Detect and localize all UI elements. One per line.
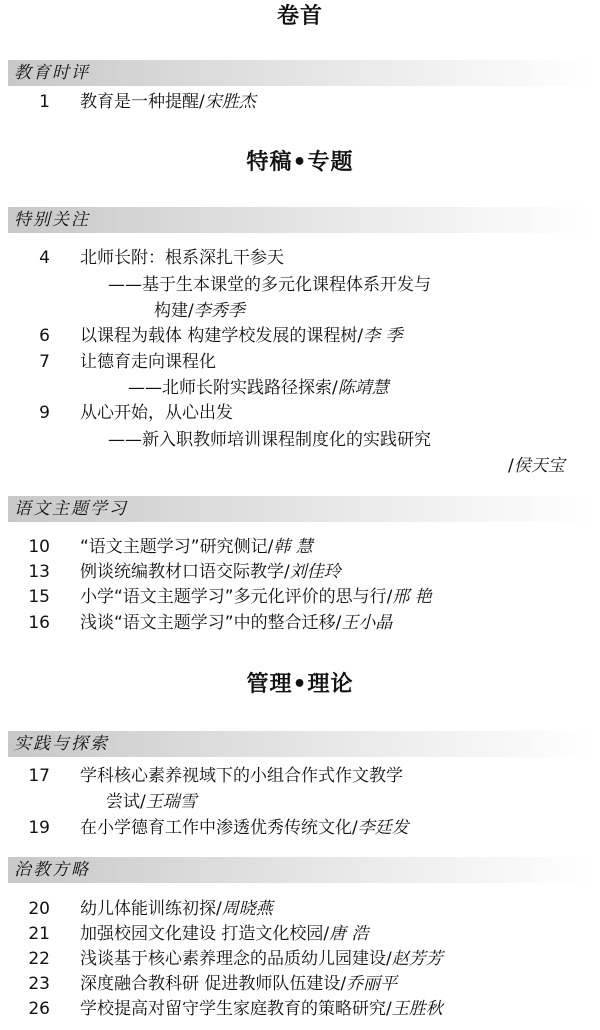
article-title: 幼儿体能训练初探/: [80, 899, 222, 919]
article-title: /: [508, 456, 514, 476]
article-author: 李 季: [363, 326, 403, 346]
article-author: 邢 艳: [392, 587, 432, 607]
article-title: 浅谈基于核心素养理念的品质幼儿园建设/: [80, 949, 392, 969]
toc-continuation: [508, 454, 565, 478]
article-subtitle: ——新入职教师培训课程制度化的实践研究: [108, 430, 431, 450]
article-author: 李廷发: [357, 818, 409, 838]
toc-continuation: [106, 790, 197, 814]
article-author: 乔丽平: [346, 974, 398, 994]
page-number: 19: [28, 818, 50, 838]
page-number: 15: [28, 587, 50, 607]
article-title: “语文主题学习”研究侧记/: [80, 537, 274, 557]
section-heading-guanli: 管理•理论: [246, 672, 354, 697]
column-label: 特别关注: [14, 210, 90, 230]
article-author: 刘佳玲: [289, 562, 341, 582]
article-author: 王胜秋: [391, 999, 443, 1019]
article-title: 学校提高对留守学生家庭教育的策略研究/: [80, 999, 392, 1019]
article-author: 李秀季: [193, 301, 245, 321]
article-title: 深度融合教科研 促进教师队伍建设/: [80, 974, 347, 994]
article-title: 在小学德育工作中渗透优秀传统文化/: [80, 818, 358, 838]
page-number: 1: [39, 92, 50, 112]
section-heading-juanshou: 卷首: [276, 4, 323, 29]
page-number: 20: [28, 899, 50, 919]
article-title: 例谈统编教材口语交际教学/: [80, 562, 290, 582]
toc-continuation: [154, 299, 245, 323]
article-title: 构建/: [154, 301, 194, 321]
page-number: 21: [28, 924, 50, 944]
article-author: 王瑞雪: [145, 792, 197, 812]
column-label: 语文主题学习: [14, 499, 128, 519]
article-author: 侯天宝: [513, 456, 565, 476]
page-number: 17: [28, 766, 50, 786]
article-title: 从心开始，从心出发: [80, 403, 233, 423]
page-number: 7: [39, 352, 50, 372]
article-title: 北师长附：根系深扎干参天: [80, 248, 284, 268]
article-title: 尝试/: [106, 792, 146, 812]
column-band-yuwen: [8, 496, 594, 522]
article-author: 赵芳芳: [391, 949, 443, 969]
page-number: 26: [28, 999, 50, 1019]
article-title: 浅谈“语文主题学习”中的整合迁移/: [80, 613, 342, 633]
column-label: 实践与探索: [14, 734, 109, 754]
page-number: 9: [39, 403, 50, 423]
page-number: 13: [28, 562, 50, 582]
article-title: 教育是一种提醒/: [80, 92, 205, 112]
section-heading-tegao: 特稿•专题: [246, 150, 354, 175]
column-band-shijian: [8, 731, 594, 757]
column-band-tebie: [8, 207, 594, 233]
page-number: 22: [28, 949, 50, 969]
article-title: 以课程为载体 构建学校发展的课程树/: [80, 326, 364, 346]
article-title: 学科核心素养视域下的小组合作式作文教学: [80, 766, 403, 786]
article-author: 韩 慧: [273, 537, 313, 557]
article-author: 陈靖慧: [337, 378, 389, 398]
page-number: 6: [39, 326, 50, 346]
article-subtitle: ——北师长附实践路径探索/: [128, 378, 338, 398]
article-author: 宋胜杰: [204, 92, 256, 112]
article-author: 王小晶: [341, 613, 393, 633]
column-band-jiaoyu: [8, 60, 594, 86]
page-number: 10: [28, 537, 50, 557]
article-subtitle: ——基于生本课堂的多元化课程体系开发与: [108, 275, 431, 295]
article-title: 小学“语文主题学习”多元化评价的思与行/: [80, 587, 393, 607]
article-title: 加强校园文化建设 打造文化校园/: [80, 924, 330, 944]
page-number: 4: [39, 248, 50, 268]
column-label: 治教方略: [14, 860, 90, 880]
page-number: 16: [28, 613, 50, 633]
toc-continuation: [128, 376, 389, 400]
page-number: 23: [28, 974, 50, 994]
column-label: 教育时评: [14, 63, 90, 83]
article-author: 唐 浩: [329, 924, 369, 944]
article-author: 周晓燕: [221, 899, 273, 919]
column-band-zhijiao: [8, 857, 594, 883]
article-title: 让德育走向课程化: [80, 352, 216, 372]
